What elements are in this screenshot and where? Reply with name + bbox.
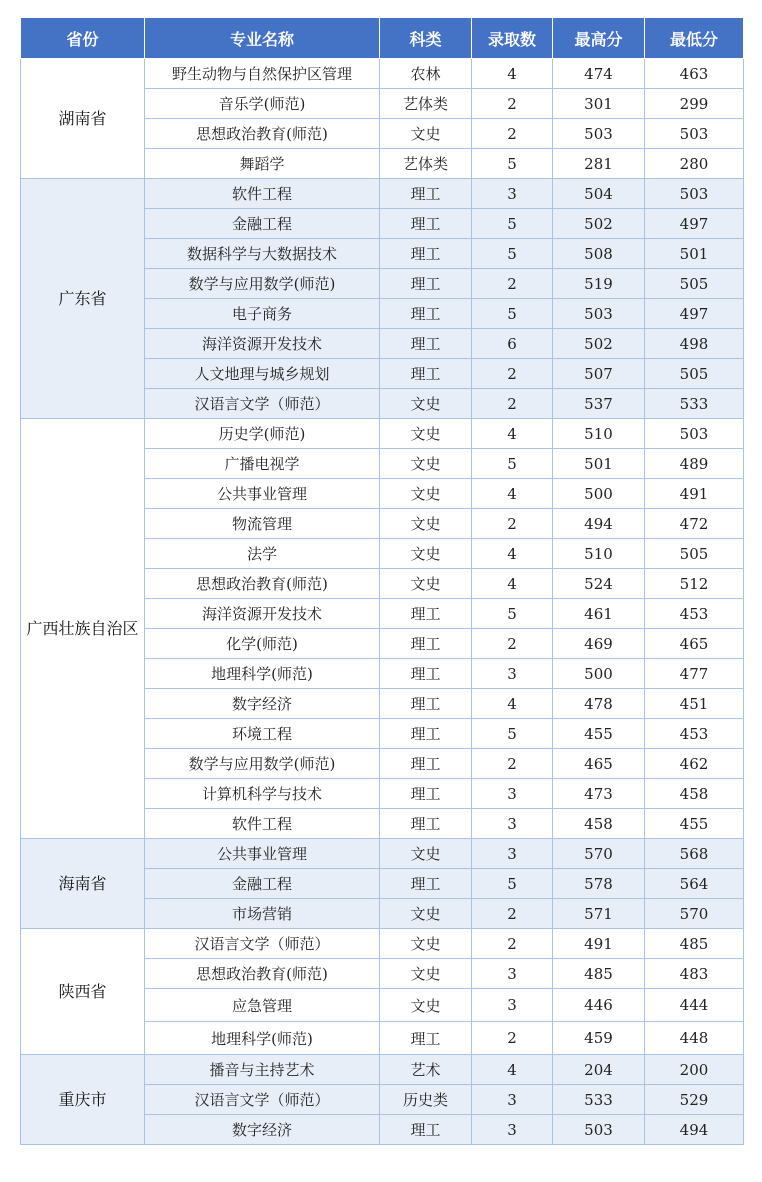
category-cell: 文史	[380, 539, 472, 569]
max-score-cell: 458	[553, 809, 645, 839]
header-category: 科类	[380, 18, 472, 59]
major-cell: 广播电视学	[145, 449, 380, 479]
category-cell: 理工	[380, 1022, 472, 1055]
min-score-cell: 280	[645, 149, 744, 179]
major-cell: 汉语言文学（师范）	[145, 1085, 380, 1115]
min-score-cell: 472	[645, 509, 744, 539]
admitted-count-cell: 4	[472, 539, 553, 569]
category-cell: 文史	[380, 449, 472, 479]
admitted-count-cell: 3	[472, 989, 553, 1022]
min-score-cell: 503	[645, 119, 744, 149]
category-cell: 理工	[380, 629, 472, 659]
max-score-cell: 281	[553, 149, 645, 179]
major-cell: 数学与应用数学(师范)	[145, 749, 380, 779]
category-cell: 文史	[380, 839, 472, 869]
category-cell: 理工	[380, 269, 472, 299]
category-cell: 文史	[380, 419, 472, 449]
category-cell: 理工	[380, 779, 472, 809]
min-score-cell: 200	[645, 1055, 744, 1085]
category-cell: 文史	[380, 479, 472, 509]
admitted-count-cell: 2	[472, 629, 553, 659]
max-score-cell: 459	[553, 1022, 645, 1055]
min-score-cell: 505	[645, 539, 744, 569]
admitted-count-cell: 3	[472, 839, 553, 869]
major-cell: 软件工程	[145, 809, 380, 839]
admitted-count-cell: 4	[472, 419, 553, 449]
category-cell: 理工	[380, 1115, 472, 1145]
category-cell: 理工	[380, 359, 472, 389]
header-major: 专业名称	[145, 18, 380, 59]
major-cell: 海洋资源开发技术	[145, 599, 380, 629]
major-cell: 电子商务	[145, 299, 380, 329]
min-score-cell: 453	[645, 719, 744, 749]
min-score-cell: 448	[645, 1022, 744, 1055]
min-score-cell: 494	[645, 1115, 744, 1145]
admitted-count-cell: 2	[472, 509, 553, 539]
max-score-cell: 461	[553, 599, 645, 629]
table-row	[21, 929, 744, 959]
admitted-count-cell: 2	[472, 389, 553, 419]
admitted-count-cell: 3	[472, 809, 553, 839]
max-score-cell: 500	[553, 659, 645, 689]
category-cell: 文史	[380, 119, 472, 149]
major-cell: 数字经济	[145, 1115, 380, 1145]
header-province: 省份	[21, 18, 145, 59]
max-score-cell: 508	[553, 239, 645, 269]
max-score-cell: 478	[553, 689, 645, 719]
admitted-count-cell: 2	[472, 1022, 553, 1055]
category-cell: 文史	[380, 899, 472, 929]
admitted-count-cell: 5	[472, 209, 553, 239]
admitted-count-cell: 2	[472, 89, 553, 119]
category-cell: 理工	[380, 869, 472, 899]
major-cell: 金融工程	[145, 209, 380, 239]
header-row	[21, 18, 744, 59]
category-cell: 理工	[380, 659, 472, 689]
max-score-cell: 502	[553, 209, 645, 239]
admitted-count-cell: 3	[472, 1085, 553, 1115]
min-score-cell: 485	[645, 929, 744, 959]
min-score-cell: 529	[645, 1085, 744, 1115]
min-score-cell: 299	[645, 89, 744, 119]
province-cell: 广东省	[21, 179, 145, 419]
admitted-count-cell: 2	[472, 929, 553, 959]
max-score-cell: 502	[553, 329, 645, 359]
admitted-count-cell: 2	[472, 269, 553, 299]
min-score-cell: 477	[645, 659, 744, 689]
max-score-cell: 204	[553, 1055, 645, 1085]
major-cell: 法学	[145, 539, 380, 569]
major-cell: 思想政治教育(师范)	[145, 119, 380, 149]
header-max-score: 最高分	[553, 18, 645, 59]
province-cell: 广西壮族自治区	[21, 419, 145, 839]
major-cell: 人文地理与城乡规划	[145, 359, 380, 389]
max-score-cell: 519	[553, 269, 645, 299]
max-score-cell: 578	[553, 869, 645, 899]
max-score-cell: 465	[553, 749, 645, 779]
major-cell: 音乐学(师范)	[145, 89, 380, 119]
major-cell: 应急管理	[145, 989, 380, 1022]
min-score-cell: 444	[645, 989, 744, 1022]
table-row	[21, 59, 744, 89]
category-cell: 文史	[380, 929, 472, 959]
min-score-cell: 570	[645, 899, 744, 929]
min-score-cell: 489	[645, 449, 744, 479]
header-min-score: 最低分	[645, 18, 744, 59]
admitted-count-cell: 3	[472, 659, 553, 689]
category-cell: 理工	[380, 809, 472, 839]
major-cell: 野生动物与自然保护区管理	[145, 59, 380, 89]
max-score-cell: 494	[553, 509, 645, 539]
major-cell: 舞蹈学	[145, 149, 380, 179]
max-score-cell: 473	[553, 779, 645, 809]
min-score-cell: 497	[645, 209, 744, 239]
admission-table	[20, 17, 744, 1145]
category-cell: 文史	[380, 389, 472, 419]
category-cell: 理工	[380, 329, 472, 359]
max-score-cell: 491	[553, 929, 645, 959]
min-score-cell: 491	[645, 479, 744, 509]
category-cell: 文史	[380, 959, 472, 989]
major-cell: 思想政治教育(师范)	[145, 959, 380, 989]
admitted-count-cell: 2	[472, 749, 553, 779]
admitted-count-cell: 3	[472, 179, 553, 209]
major-cell: 物流管理	[145, 509, 380, 539]
admitted-count-cell: 4	[472, 1055, 553, 1085]
admitted-count-cell: 6	[472, 329, 553, 359]
min-score-cell: 501	[645, 239, 744, 269]
max-score-cell: 446	[553, 989, 645, 1022]
min-score-cell: 568	[645, 839, 744, 869]
category-cell: 艺体类	[380, 89, 472, 119]
category-cell: 理工	[380, 209, 472, 239]
major-cell: 思想政治教育(师范)	[145, 569, 380, 599]
admitted-count-cell: 5	[472, 149, 553, 179]
major-cell: 海洋资源开发技术	[145, 329, 380, 359]
province-cell: 海南省	[21, 839, 145, 929]
max-score-cell: 510	[553, 539, 645, 569]
admitted-count-cell: 5	[472, 449, 553, 479]
admitted-count-cell: 5	[472, 299, 553, 329]
min-score-cell: 503	[645, 179, 744, 209]
major-cell: 计算机科学与技术	[145, 779, 380, 809]
major-cell: 数据科学与大数据技术	[145, 239, 380, 269]
admitted-count-cell: 3	[472, 779, 553, 809]
major-cell: 数学与应用数学(师范)	[145, 269, 380, 299]
major-cell: 地理科学(师范)	[145, 1022, 380, 1055]
admitted-count-cell: 4	[472, 569, 553, 599]
major-cell: 汉语言文学（师范）	[145, 389, 380, 419]
admitted-count-cell: 5	[472, 869, 553, 899]
admitted-count-cell: 4	[472, 59, 553, 89]
min-score-cell: 512	[645, 569, 744, 599]
min-score-cell: 564	[645, 869, 744, 899]
admitted-count-cell: 2	[472, 119, 553, 149]
max-score-cell: 503	[553, 119, 645, 149]
admitted-count-cell: 3	[472, 959, 553, 989]
max-score-cell: 571	[553, 899, 645, 929]
admitted-count-cell: 2	[472, 359, 553, 389]
category-cell: 理工	[380, 749, 472, 779]
major-cell: 公共事业管理	[145, 479, 380, 509]
max-score-cell: 537	[553, 389, 645, 419]
min-score-cell: 462	[645, 749, 744, 779]
max-score-cell: 500	[553, 479, 645, 509]
min-score-cell: 455	[645, 809, 744, 839]
min-score-cell: 505	[645, 269, 744, 299]
category-cell: 文史	[380, 569, 472, 599]
major-cell: 公共事业管理	[145, 839, 380, 869]
min-score-cell: 453	[645, 599, 744, 629]
max-score-cell: 524	[553, 569, 645, 599]
category-cell: 理工	[380, 179, 472, 209]
table-body	[21, 59, 744, 1145]
major-cell: 金融工程	[145, 869, 380, 899]
table-row	[21, 419, 744, 449]
max-score-cell: 507	[553, 359, 645, 389]
major-cell: 数字经济	[145, 689, 380, 719]
min-score-cell: 498	[645, 329, 744, 359]
admitted-count-cell: 5	[472, 719, 553, 749]
admitted-count-cell: 2	[472, 899, 553, 929]
category-cell: 文史	[380, 989, 472, 1022]
table-row	[21, 839, 744, 869]
max-score-cell: 510	[553, 419, 645, 449]
category-cell: 理工	[380, 239, 472, 269]
category-cell: 理工	[380, 719, 472, 749]
major-cell: 环境工程	[145, 719, 380, 749]
category-cell: 艺体类	[380, 149, 472, 179]
max-score-cell: 301	[553, 89, 645, 119]
province-cell: 湖南省	[21, 59, 145, 179]
category-cell: 理工	[380, 689, 472, 719]
category-cell: 理工	[380, 299, 472, 329]
major-cell: 化学(师范)	[145, 629, 380, 659]
major-cell: 播音与主持艺术	[145, 1055, 380, 1085]
province-cell: 重庆市	[21, 1055, 145, 1145]
max-score-cell: 504	[553, 179, 645, 209]
major-cell: 地理科学(师范)	[145, 659, 380, 689]
max-score-cell: 485	[553, 959, 645, 989]
major-cell: 历史学(师范)	[145, 419, 380, 449]
category-cell: 历史类	[380, 1085, 472, 1115]
major-cell: 软件工程	[145, 179, 380, 209]
max-score-cell: 455	[553, 719, 645, 749]
min-score-cell: 503	[645, 419, 744, 449]
min-score-cell: 465	[645, 629, 744, 659]
province-cell: 陕西省	[21, 929, 145, 1055]
min-score-cell: 505	[645, 359, 744, 389]
max-score-cell: 501	[553, 449, 645, 479]
max-score-cell: 570	[553, 839, 645, 869]
admitted-count-cell: 4	[472, 689, 553, 719]
admitted-count-cell: 4	[472, 479, 553, 509]
major-cell: 汉语言文学（师范）	[145, 929, 380, 959]
category-cell: 文史	[380, 509, 472, 539]
min-score-cell: 483	[645, 959, 744, 989]
max-score-cell: 469	[553, 629, 645, 659]
min-score-cell: 533	[645, 389, 744, 419]
category-cell: 艺术	[380, 1055, 472, 1085]
admitted-count-cell: 5	[472, 599, 553, 629]
admitted-count-cell: 5	[472, 239, 553, 269]
max-score-cell: 503	[553, 299, 645, 329]
max-score-cell: 503	[553, 1115, 645, 1145]
category-cell: 理工	[380, 599, 472, 629]
category-cell: 农林	[380, 59, 472, 89]
min-score-cell: 497	[645, 299, 744, 329]
min-score-cell: 451	[645, 689, 744, 719]
table-row	[21, 179, 744, 209]
major-cell: 市场营销	[145, 899, 380, 929]
max-score-cell: 533	[553, 1085, 645, 1115]
min-score-cell: 458	[645, 779, 744, 809]
table-row	[21, 1055, 744, 1085]
min-score-cell: 463	[645, 59, 744, 89]
max-score-cell: 474	[553, 59, 645, 89]
admitted-count-cell: 3	[472, 1115, 553, 1145]
header-admitted-count: 录取数	[472, 18, 553, 59]
